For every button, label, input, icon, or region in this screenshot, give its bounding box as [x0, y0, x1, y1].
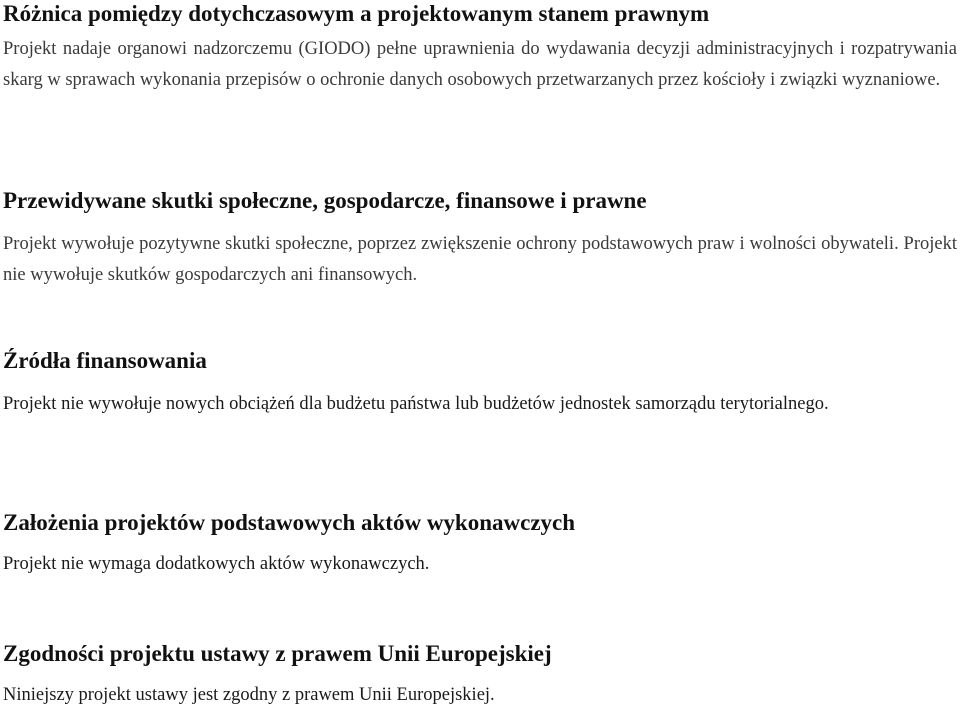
section-heading: Zgodności projektu ustawy z prawem Unii Europejskiej	[3, 641, 552, 666]
section-heading: Źródła finansowania	[3, 348, 207, 373]
section-heading: Przewidywane skutki społeczne, gospodarcze, finansowe i prawne	[3, 188, 647, 213]
section-body: Niniejszy projekt ustawy jest zgodny z prawem Unii Europejskiej.	[3, 685, 495, 705]
section-body: Projekt nie wymaga dodatkowych aktów wykonawczych.	[3, 554, 430, 574]
section-body: Projekt nadaje organowi nadzorczemu (GIODO) pełne uprawnienia do wydawania decyzji administracyjnych i rozpatrywania skarg w sprawach wykonania przepisów o ochronie danych osobowych przetwarzanych przez kościoły i związki wyznaniowe.	[3, 39, 957, 90]
section-eu-compliance	[3, 640, 957, 711]
section-legal-state-difference	[3, 0, 957, 95]
section-heading: Różnica pomiędzy dotychczasowym a projektowanym stanem prawnym	[3, 1, 710, 26]
section-heading: Założenia projektów podstawowych aktów wykonawczych	[3, 510, 576, 535]
section-funding-sources	[3, 347, 957, 420]
section-executive-acts	[3, 509, 957, 580]
section-expected-effects	[3, 187, 957, 290]
section-body: Projekt nie wywołuje nowych obciążeń dla budżetu państwa lub budżetów jednostek samorządu terytorialnego.	[3, 394, 829, 414]
section-body: Projekt wywołuje pozytywne skutki społeczne, poprzez zwiększenie ochrony podstawowych praw i wolności obywateli. Projekt nie wywołuje skutków gospodarczych ani finansowych.	[3, 234, 957, 285]
